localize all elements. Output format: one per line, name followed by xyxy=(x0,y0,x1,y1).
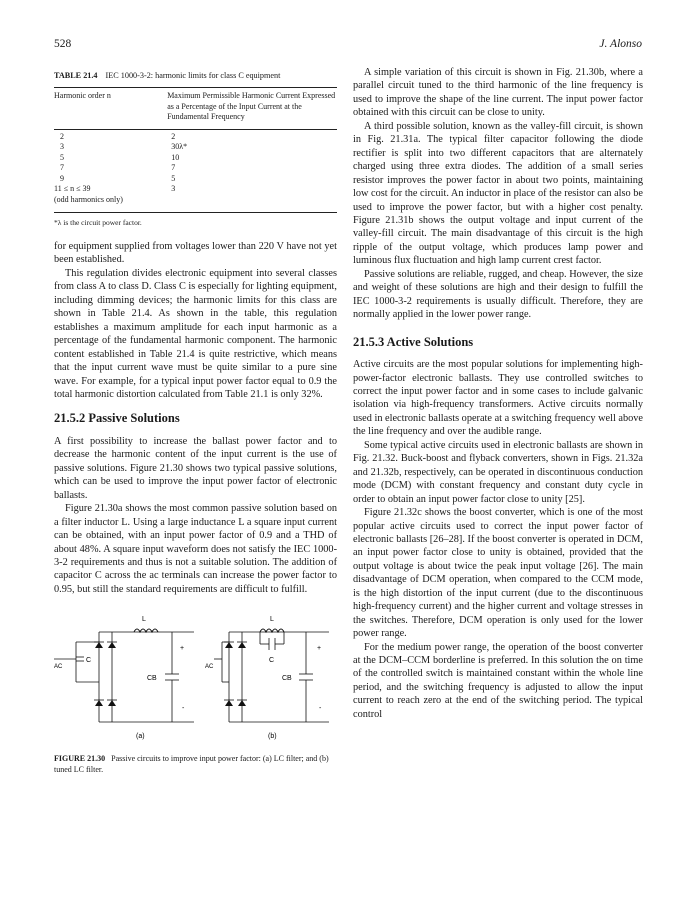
cell-harmonic-order: 9 xyxy=(60,173,64,183)
figure-caption xyxy=(54,754,337,775)
figure-label: FIGURE 21.30 xyxy=(54,754,106,764)
section-heading-active: 21.5.3 Active Solutions xyxy=(353,334,474,349)
figure-caption-text: Passive circuits to improve input power factor: (a) LC filter; and (b) tuned LC filter. xyxy=(54,754,329,774)
right-column xyxy=(353,66,643,721)
cell-max-percentage: 5 xyxy=(171,173,176,183)
label-L-b: L xyxy=(270,616,274,624)
right-paragraph-2: A third possible solution, known as the valley-fill circuit, is shown in Fig. 21.31a. The typical filter capacitor following the diode rectifier is split into two different capacitors that are alternately charged using three extra diodes. The addition of a small series resistor improves the power factor in about two points, maintaining low cost for the circuit. An inductor in place of the resistor can also be used to improve the power factor, but with a higher cost penalty. Figure 21.31b shows the output voltage and input current of the valley-fill circuit. The main disadvantage of this circuit is the high ripple of the output voltage, which produces lamp power and luminous flux fluctuation and high lamp current crest factor. xyxy=(353,120,643,267)
right-paragraph-6: Figure 21.32c shows the boost converter, which is one of the most popular active circuits used to correct the input power factor of electronic ballasts [26–28]. If the boost converter is operated in DCM, an input power factor close to unity is obtained, provided that the output voltage is about twice the peak input voltage [26]. The main disadvantage of DCM operation, when compared to the CCM mode, is the high distortion of the input current (due to the discontinuous high-frequency current) and the higher current and voltage stresses in the switches. Therefore, DCM operation is only used for the lower power range. xyxy=(353,507,643,640)
cell-harmonic-order: (odd harmonics only) xyxy=(54,194,123,204)
table-row xyxy=(54,129,337,142)
table-row xyxy=(54,174,337,185)
table-header-max-current: Maximum Permissible Harmonic Current Expressed as a Percentage of the Input Current at the Fundamental Frequency xyxy=(167,91,336,121)
right-paragraph-3: Passive solutions are reliable, rugged, and cheap. However, the size and weight of these solutions are high and their design to fulfill the IEC 1000-3-2 requirements is usually difficult. Therefore, they are normally applied in the lower power range. xyxy=(353,268,643,321)
label-a: (a) xyxy=(136,733,145,741)
cell-max-percentage xyxy=(167,195,337,210)
cell-max-percentage: 3 xyxy=(171,184,176,193)
table-footnote: *λ is the circuit power factor. xyxy=(54,212,337,228)
right-paragraph-1: A simple variation of this circuit is shown in Fig. 21.30b, where a parallel circuit tuned to the third harmonic of the line frequency is used to improve the shape of the line current. The input power factor obtained with this circuit can be close to unity. xyxy=(353,67,643,119)
table-row xyxy=(54,184,337,195)
running-author: J. Alonso xyxy=(599,38,642,50)
label-CB-a: CB xyxy=(147,675,157,683)
passive-circuit-diagram xyxy=(54,602,337,752)
figure-21-30 xyxy=(54,602,337,752)
cell-harmonic-order: 2 xyxy=(60,131,64,141)
table-header-row xyxy=(54,88,337,130)
label-minus-a: - xyxy=(182,705,185,713)
table-header-harmonic-order: Harmonic order n xyxy=(54,91,111,100)
label-plus-a: + xyxy=(180,645,185,653)
cell-max-percentage: 2 xyxy=(171,131,176,141)
label-AC-b: AC xyxy=(205,664,214,671)
label-plus-b: + xyxy=(317,645,322,653)
table-row xyxy=(54,195,337,210)
label-C-b: C xyxy=(269,657,275,665)
table-row xyxy=(54,163,337,174)
label-CB-b: CB xyxy=(282,675,292,683)
table-row xyxy=(54,153,337,164)
cell-max-percentage: 7 xyxy=(171,163,176,172)
label-b: (b) xyxy=(268,733,277,741)
label-AC-a: AC xyxy=(54,664,63,671)
cell-harmonic-order: 7 xyxy=(60,163,64,172)
cell-max-percentage: 30λ* xyxy=(171,142,188,151)
page-number: 528 xyxy=(54,38,72,50)
table-caption-text: IEC 1000-3-2: harmonic limits for class C equipment xyxy=(105,71,281,80)
left-paragraph-3: A first possibility to increase the ballast power factor and to decrease the harmonic content of the input current is the use of passive solutions. Figure 21.30 shows two typical passive solutions, which can be used to improve the input power factor of electronic ballasts. xyxy=(54,435,337,501)
table-body xyxy=(54,129,337,209)
right-paragraph-4: Active circuits are the most popular solutions for implementing high-power-factor electronic ballasts. They use controlled switches to correct the input power factor and in some cases to include galvanic isolation via high-frequency transformers. Active circuits normally used in electronic ballasts operate at a switching frequency well above the line frequency and over the audible range. xyxy=(353,359,643,438)
left-paragraph-2: This regulation divides electronic equipment into several classes from class A to class D. Class C is especially for lighting equipment, including dimming devices; the harmonic limits for this class are shown in Table 21.4. As shown in the table, this regulation establishes a maximum amplitude for each input harmonic as a percentage of the fundamental harmonic component. The harmonic content established in Table 21.4 is quite restrictive, which means that the input current wave must be quite similar to a pure sine wave. For example, for a typical input power factor equal to 0.9 the total harmonic distortion calculated from Table 21.1 is only 32%. xyxy=(54,267,337,400)
right-paragraph-5: Some typical active circuits used in electronic ballasts are shown in Fig. 21.32. Buck-boost and flyback converters, shown in Figs. 21.32a and 21.32b, respectively, can be operated in discontinuous conduction mode (DCM) with constant frequency and constant duty cycle in order to obtain an input power factor close to unity [25]. xyxy=(353,439,643,505)
label-C-a: C xyxy=(86,657,92,665)
cell-max-percentage: 10 xyxy=(171,152,180,162)
right-paragraph-7: For the medium power range, the operation of the boost converter at the DCM–CCM borderline is preferred. In this solution the on time of the controlled switch is maintained constant within the whole line period, and the switching frequency is adjusted to allow the input current to reach zero at the end of the switching period. The typical control xyxy=(353,641,643,720)
table-row xyxy=(54,142,337,153)
label-minus-b: - xyxy=(319,705,322,713)
cell-harmonic-order: 11 ≤ n ≤ 39 xyxy=(54,184,91,193)
left-column xyxy=(54,70,337,775)
cell-harmonic-order: 5 xyxy=(60,152,64,162)
section-heading-passive: 21.5.2 Passive Solutions xyxy=(54,411,180,426)
left-paragraph-4: Figure 21.30a shows the most common passive solution based on a filter inductor L. Using a large inductance L a square input current can be obtained, with an input power factor of 0.9 and a THD of about 48%. A square input waveform does not satisfy the IEC 1000-3-2 requirements and thus is not a suitable solution. The addition of capacitor C across the ac terminals can increase the power factor to 0.95, but still the standard requirements are difficult to fulfill. xyxy=(54,503,337,595)
table-caption xyxy=(54,70,337,81)
left-paragraph-1: for equipment supplied from voltages lower than 220 V have not yet been established. xyxy=(54,241,337,266)
harmonic-limits-table xyxy=(54,87,337,209)
label-L-a: L xyxy=(142,616,146,624)
table-label: TABLE 21.4 xyxy=(54,71,98,80)
cell-harmonic-order: 3 xyxy=(60,142,64,151)
